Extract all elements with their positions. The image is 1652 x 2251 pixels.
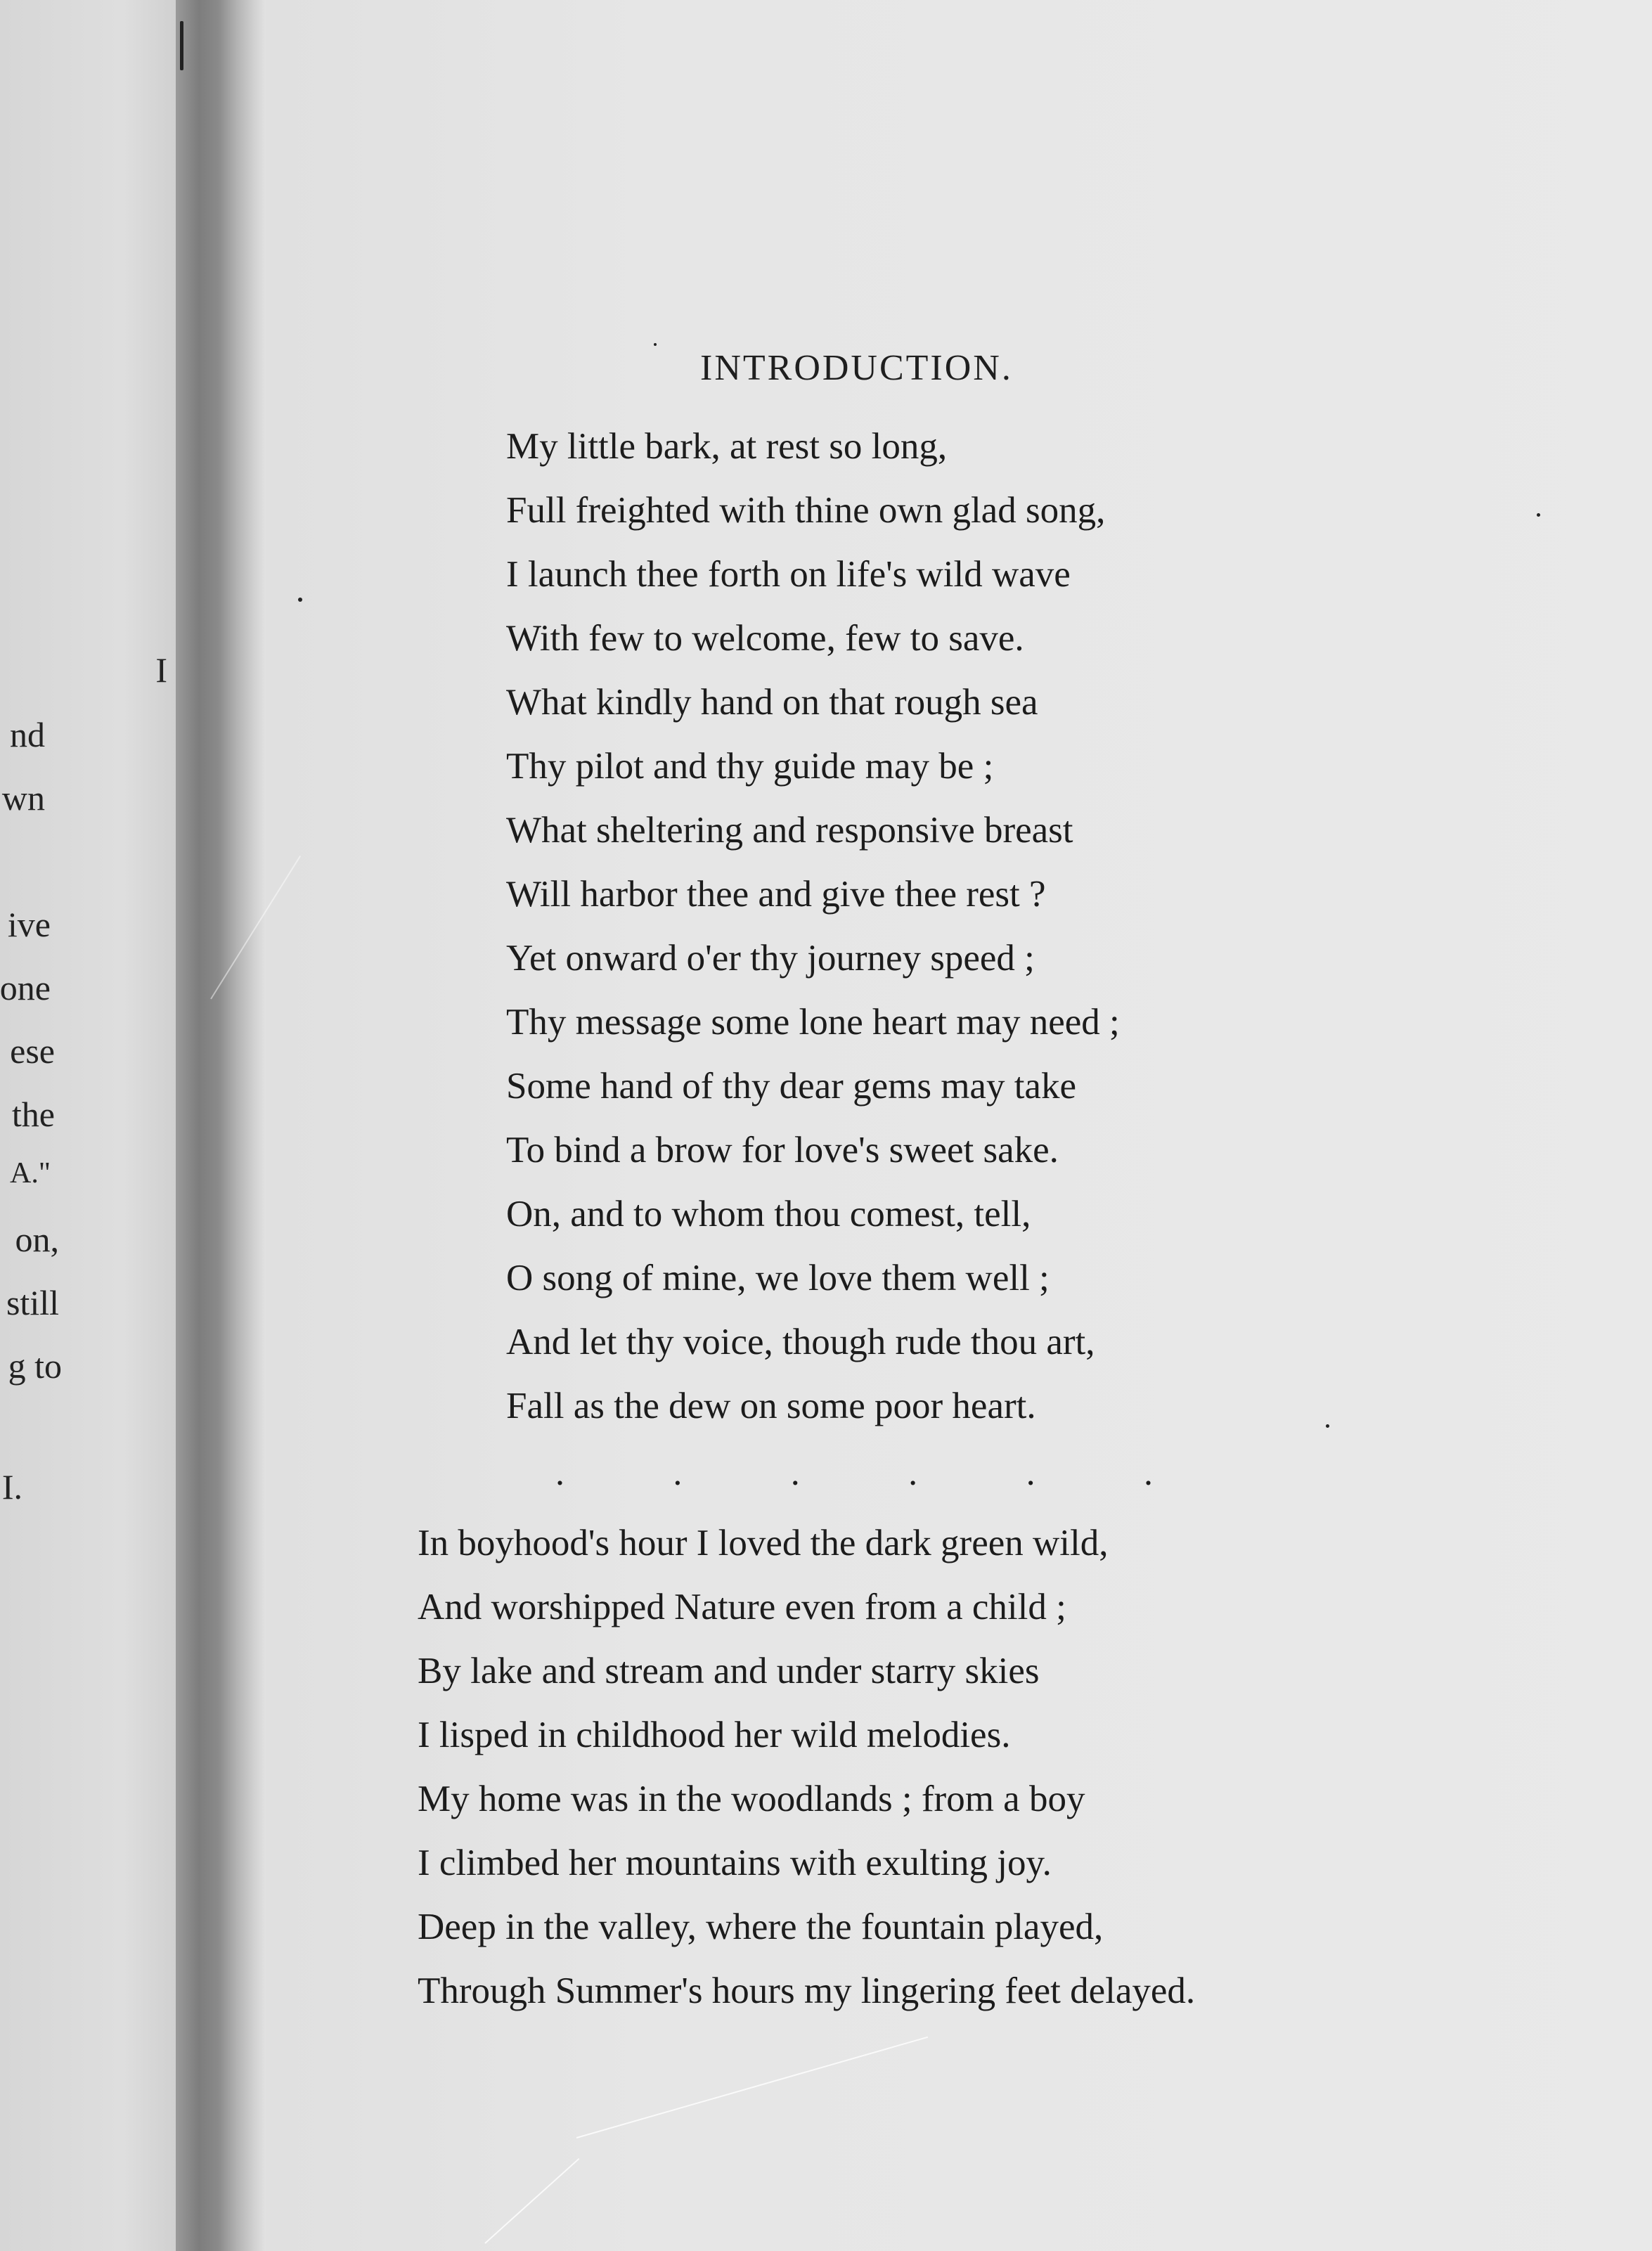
verse-line: I lisped in childhood her wild melodies. <box>418 1715 1011 1755</box>
left-fragment: g to <box>8 1346 62 1386</box>
book-gutter <box>176 0 253 2251</box>
separator-dot: . <box>1026 1453 1035 1493</box>
verse-line: Full freighted with thine own glad song, <box>506 490 1106 531</box>
verse-line: Will harbor thee and give thee rest ? <box>506 874 1046 915</box>
verse-line: I climbed her mountains with exulting joy. <box>418 1843 1052 1883</box>
ink-mark <box>298 598 302 602</box>
ink-mark <box>654 343 657 346</box>
verse-line: By lake and stream and under starry skies <box>418 1651 1040 1691</box>
separator-dot: . <box>673 1453 683 1493</box>
stanza-one <box>506 415 1120 1438</box>
film-scratch <box>576 2037 928 2139</box>
verse-line: Some hand of thy dear gems may take <box>506 1066 1076 1107</box>
left-fragment: I. <box>1 1467 22 1507</box>
left-fragment: on, <box>15 1220 59 1259</box>
ink-mark <box>1537 513 1540 517</box>
section-separator <box>555 1455 1153 1492</box>
left-fragment: wn <box>1 778 45 818</box>
left-fragment: the <box>11 1095 55 1134</box>
separator-dot: . <box>790 1453 800 1493</box>
separator-dot: . <box>908 1453 918 1493</box>
verse-line: And let thy voice, though rude thou art, <box>506 1322 1095 1362</box>
left-fragment: still <box>6 1283 59 1322</box>
left-page <box>0 0 176 2251</box>
left-fragment: I <box>155 650 167 690</box>
verse-line: To bind a brow for love's sweet sake. <box>506 1130 1059 1170</box>
verse-line: On, and to whom thou comest, tell, <box>506 1194 1031 1234</box>
ink-mark <box>180 21 183 70</box>
verse-line: O song of mine, we love them well ; <box>506 1258 1050 1298</box>
verse-line: Deep in the valley, where the fountain played, <box>418 1907 1104 1947</box>
verse-line: What sheltering and responsive breast <box>506 810 1073 851</box>
verse-line: Fall as the dew on some poor heart. <box>506 1386 1036 1426</box>
ink-mark <box>1326 1424 1329 1428</box>
stanza-two <box>418 1511 1195 2023</box>
gutter-edge <box>253 0 266 2251</box>
film-scratch <box>484 2158 579 2244</box>
left-fragment: ese <box>10 1031 55 1071</box>
left-fragment: one <box>0 968 51 1007</box>
verse-line: My home was in the woodlands ; from a boy <box>418 1779 1085 1819</box>
verse-line: And worshipped Nature even from a child ; <box>418 1587 1066 1627</box>
verse-line: I launch thee forth on life's wild wave <box>506 554 1071 595</box>
verse-line: Yet onward o'er thy journey speed ; <box>506 938 1035 979</box>
separator-dot: . <box>1143 1453 1153 1493</box>
page-title: INTRODUCTION. <box>700 348 1013 388</box>
separator-dot: . <box>555 1453 564 1493</box>
verse-line: With few to welcome, few to save. <box>506 618 1024 659</box>
verse-line: Thy pilot and thy guide may be ; <box>506 746 994 787</box>
verse-line: Through Summer's hours my lingering feet delayed. <box>418 1971 1196 2011</box>
left-fragment: ive <box>7 905 51 944</box>
verse-line: My little bark, at rest so long, <box>506 426 948 467</box>
verse-line: In boyhood's hour I loved the dark green wild, <box>418 1523 1109 1563</box>
left-fragment: nd <box>10 715 45 754</box>
left-fragment: A." <box>10 1157 51 1189</box>
verse-line: What kindly hand on that rough sea <box>506 682 1038 723</box>
verse-line: Thy message some lone heart may need ; <box>506 1002 1120 1043</box>
